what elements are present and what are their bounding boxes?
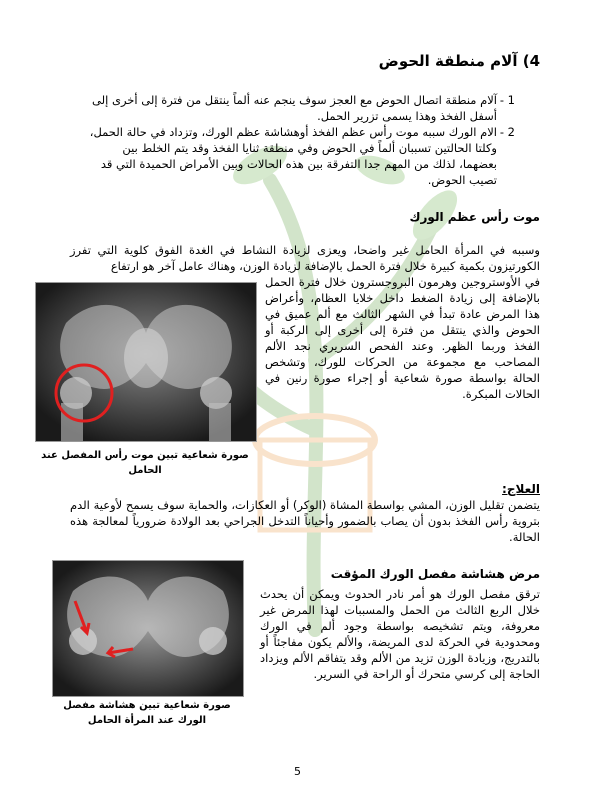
xray-caption-1: صورة شعاعية تبين موت رأس المفصل عند الحامل bbox=[41, 450, 249, 476]
list-item bbox=[85, 92, 515, 124]
treatment-heading: العلاج: bbox=[502, 482, 540, 496]
osteoporosis-heading: مرض هشاشة مفصل الورك المؤقت bbox=[330, 567, 540, 581]
avn-text-full: وسببه في المرأة الحامل غير واضحا، ويعزى لزيادة النشاط في الغدة الفوق كلوية التي تفرز الكورتيزون بكمية كبيرة خلال فترة الحمل بالإضافة لزيادة الوزن، وهناك عامل آخر هو ارتفاع bbox=[70, 243, 540, 273]
avn-heading: موت رأس عظم الورك bbox=[409, 210, 540, 224]
section-title: 4) آلام منطقة الحوض bbox=[378, 52, 540, 70]
avn-text-side: في الأوستروجين وهرمون البروجسترون خلال فترة الحمل بالإضافة إلى زيادة الضغط داخل خلايا العظام، وأعراض هذا المرض عادة تبدأ في الشهر الثالث مع ألم عميق في الحوض والذي ينتقل من فترة إلى أخرى إلى الركبة أو الفخذ وربما الظهر. وعند الفحص السريري نجد الألم المصاحب مع مجموعة من الحركات للورك، وتشخص الحالة بواسطة صورة شعاعية أو إجراء صورة رنين في الحالات المبكرة. bbox=[265, 275, 540, 401]
list-text: الام الورك سببه موت رأس عظم الفخذ أوهشاشة عظم الورك، وتزداد في حالة الحمل، وكلتا الحالتين تسببان ألماً في الحوض وفي منطقة ثنايا الفخذ وقد يتم الخلط بين بعضهما، لذلك من المهم جدا التفرقة بين هذه الحالات وبين الأمراض الحميدة التي قد تصيب الحوض. bbox=[89, 125, 497, 187]
list-item bbox=[85, 124, 515, 188]
list-text: آلام منطقة اتصال الحوض مع العجز سوف ينجم عنه ألماً ينتقل من فترة إلى أخرى إلى أسفل الفخذ وهذا يسمى تزرير الحمل. bbox=[92, 93, 497, 123]
xray-caption-2: صورة شعاعية تبين هشاشة مفصل الورك عند المرأة الحامل bbox=[63, 700, 231, 726]
intro-list bbox=[85, 92, 515, 188]
xray-image-hip bbox=[52, 560, 244, 697]
page-number: 5 bbox=[294, 765, 301, 778]
list-number: 1 - bbox=[499, 93, 515, 107]
treatment-text: يتضمن تقليل الوزن، المشي بواسطة المشاة (الوكر) أو العكازات، والحماية سوف يسمح لأوعية الدم بتروية رأس الفخذ بدون أن يصاب بالضمور وأحياناً التدخل الجراحي بعد الولادة ضرورياً لمعالجة هذه الحالة. bbox=[70, 498, 540, 544]
xray-image-pelvis bbox=[35, 282, 257, 442]
list-number: 2 - bbox=[499, 125, 515, 139]
osteoporosis-text: ترقق مفصل الورك هو أمر نادر الحدوث ويمكن أن يحدث خلال الربع الثالث من الحمل والمسببات لهذا المرض غير معروفة، ويتم تشخيصه بواسطة وجود ألم في الورك ومحدودية في الحركة لدى المريضة، والألم يكون مفاجئاً أو بالتدريج، وزيادة الوزن تزيد من الألم وقد يتفاقم الألم ويزداد الحاجة إلى كرسي متحرك أو الراحة في السرير. bbox=[260, 587, 540, 681]
